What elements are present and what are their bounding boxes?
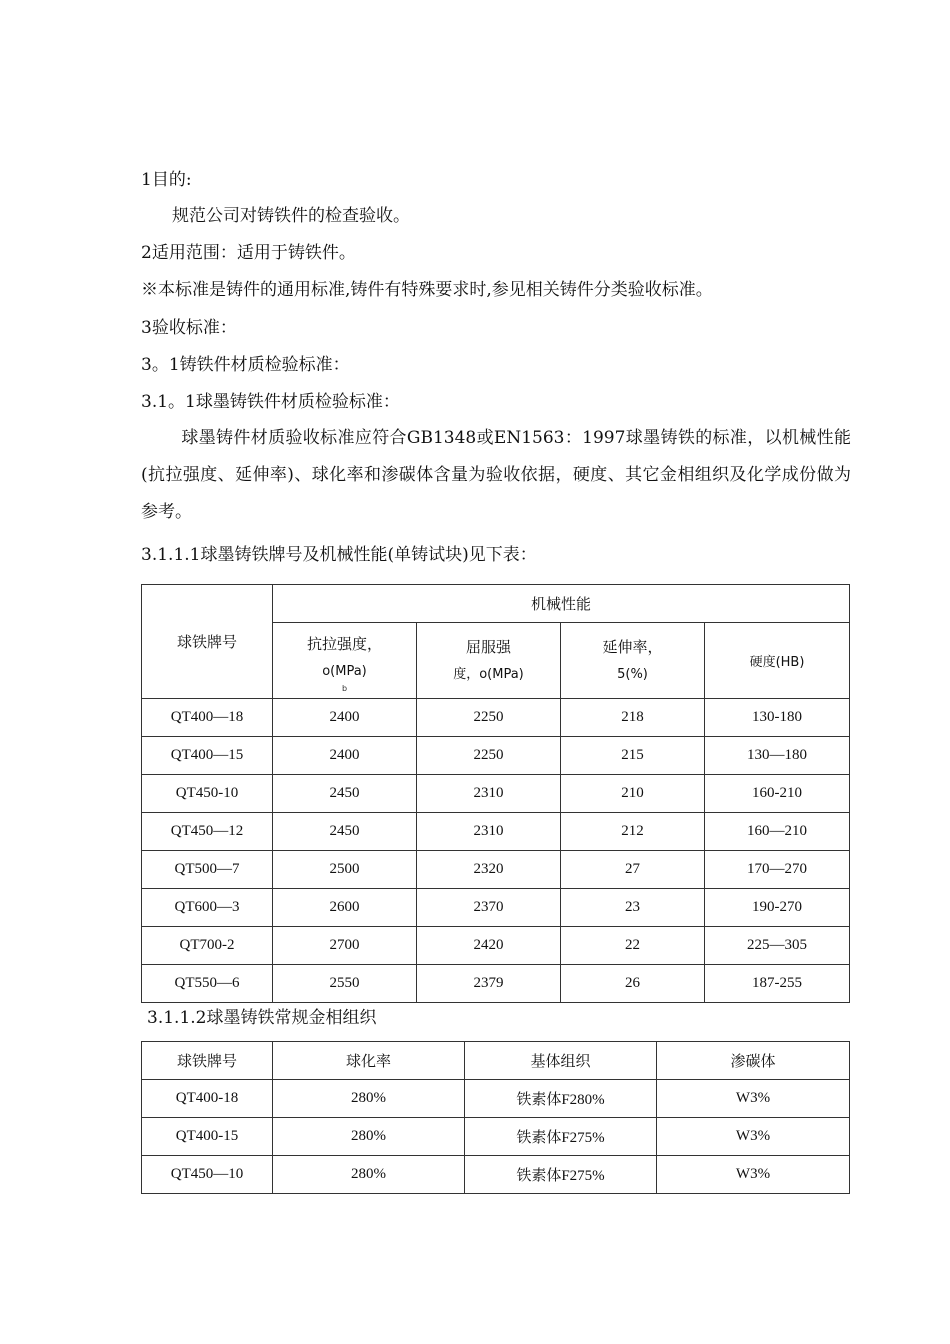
table1-row-cell: 26: [561, 965, 705, 1003]
table1-row-cell: QT450—12: [142, 813, 273, 851]
table1-row-cell: QT700-2: [142, 927, 273, 965]
table2-row-cell: 铁素体F275%: [465, 1156, 657, 1194]
table1-row: [142, 737, 850, 775]
table1-row-cell: 2450: [273, 813, 417, 851]
table1-row-cell: 2450: [273, 775, 417, 813]
table2-row-cell: 280%: [273, 1156, 465, 1194]
elongation-header: [561, 623, 705, 699]
heading-acceptance: 3验收标准：: [141, 318, 237, 338]
table2-row-cell: W3%: [657, 1080, 850, 1118]
table2-row-cell: 280%: [273, 1118, 465, 1156]
yield-header: [417, 623, 561, 699]
table1-row-cell: 2500: [273, 851, 417, 889]
yield-header-line2: 度，o(MPa): [453, 666, 524, 682]
metallographic-table: [141, 1041, 850, 1194]
standard-paragraph-text: 球墨铸件材质验收标准应符合GB1348或EN1563：1997球墨铸铁的标准，以机械性能(抗拉强度、延伸率)、球化率和渗碳体含量为验收依据，硬度、其它金相组织及化学成份做为参考。: [141, 428, 851, 522]
table2-row-cell: W3%: [657, 1118, 850, 1156]
table1-row-cell: 187-255: [705, 965, 850, 1003]
table1-row-cell: 2370: [417, 889, 561, 927]
elongation-header-line1: 延伸率，: [602, 637, 663, 656]
grade-header: 球铁牌号: [142, 585, 273, 699]
mechanical-properties-table: [141, 584, 850, 1003]
mechanical-group-header: 机械性能: [273, 585, 850, 623]
note-text: ※本标准是铸件的通用标准,铸件有特殊要求时,参见相关铸件分类验收标准。: [141, 280, 713, 300]
table1-row-cell: 160-210: [705, 775, 850, 813]
table2-row-cell: QT400-15: [142, 1118, 273, 1156]
table2-header-cell: 基体组织: [465, 1042, 657, 1080]
table1-row-cell: QT400—15: [142, 737, 273, 775]
heading-scope: 2适用范围：适用于铸铁件。: [141, 243, 356, 263]
mechanical-properties-body: [142, 699, 850, 1003]
table1-row-cell: 2600: [273, 889, 417, 927]
table1-row-cell: 225—305: [705, 927, 850, 965]
elongation-header-line2: 5(%): [617, 666, 648, 682]
table1-row-cell: 2310: [417, 813, 561, 851]
table1-row-cell: 130-180: [705, 699, 850, 737]
heading-3-1-1: 3.1。1球墨铸铁件材质检验标准：: [141, 392, 400, 412]
tensile-header: [273, 623, 417, 699]
table1-row-cell: 2310: [417, 775, 561, 813]
table2-row-cell: QT450—10: [142, 1156, 273, 1194]
table1-row-cell: 215: [561, 737, 705, 775]
table1-row-cell: QT550—6: [142, 965, 273, 1003]
table2-row-cell: QT400-18: [142, 1080, 273, 1118]
table1-row-cell: 2420: [417, 927, 561, 965]
table2-header-cell: 渗碳体: [657, 1042, 850, 1080]
table1-row: [142, 775, 850, 813]
table1-row-cell: 130—180: [705, 737, 850, 775]
table2-row-cell: 铁素体F280%: [465, 1080, 657, 1118]
purpose-text: 规范公司对铸铁件的检查验收。: [172, 206, 410, 226]
table1-row: [142, 851, 850, 889]
heading-purpose: 1目的:: [141, 170, 192, 190]
table1-row-cell: 23: [561, 889, 705, 927]
table1-row-cell: 22: [561, 927, 705, 965]
tensile-header-line1: 抗拉强度，: [306, 634, 382, 653]
table1-row: [142, 889, 850, 927]
hardness-header: 硬度(HB): [705, 623, 850, 699]
table1-row: [142, 927, 850, 965]
table1-caption: 3.1.1.1球墨铸铁牌号及机械性能(单铸试块)见下表：: [141, 545, 537, 565]
table1-row-cell: 210: [561, 775, 705, 813]
table2-row: [142, 1118, 850, 1156]
table1-row-cell: 190-270: [705, 889, 850, 927]
table2-row-cell: W3%: [657, 1156, 850, 1194]
table1-row-cell: QT500—7: [142, 851, 273, 889]
table1-row-cell: QT400—18: [142, 699, 273, 737]
tensile-header-subscript: b: [341, 683, 348, 693]
table1-row: [142, 699, 850, 737]
table1-row-cell: 2400: [273, 699, 417, 737]
table1-row-cell: 2550: [273, 965, 417, 1003]
table1-row: [142, 965, 850, 1003]
table2-header-cell: 球化率: [273, 1042, 465, 1080]
table2-caption: 3.1.1.2球墨铸铁常规金相组织: [147, 1008, 377, 1028]
heading-3-1: 3。1铸铁件材质检验标准：: [141, 355, 350, 375]
table2-row: [142, 1080, 850, 1118]
tensile-header-line2: o(MPa): [322, 663, 367, 679]
table1-row-cell: 2250: [417, 699, 561, 737]
table1-row-cell: 160—210: [705, 813, 850, 851]
table1-row-cell: 27: [561, 851, 705, 889]
table1-row-cell: QT600—3: [142, 889, 273, 927]
table1-row-cell: 2250: [417, 737, 561, 775]
standard-paragraph: [141, 420, 851, 531]
table1-row-cell: 218: [561, 699, 705, 737]
table2-header-row: [142, 1042, 850, 1080]
yield-header-line1: 屈服强: [465, 637, 511, 656]
table2-header-cell: 球铁牌号: [142, 1042, 273, 1080]
table1-row-cell: 2400: [273, 737, 417, 775]
table2-row: [142, 1156, 850, 1194]
table1-row-cell: 2700: [273, 927, 417, 965]
table1-row-cell: QT450-10: [142, 775, 273, 813]
table1-row-cell: 170—270: [705, 851, 850, 889]
table2-row-cell: 280%: [273, 1080, 465, 1118]
metallographic-body: [142, 1080, 850, 1194]
table1-row-cell: 2320: [417, 851, 561, 889]
table2-row-cell: 铁素体F275%: [465, 1118, 657, 1156]
table1-row: [142, 813, 850, 851]
table1-row-cell: 2379: [417, 965, 561, 1003]
table1-row-cell: 212: [561, 813, 705, 851]
